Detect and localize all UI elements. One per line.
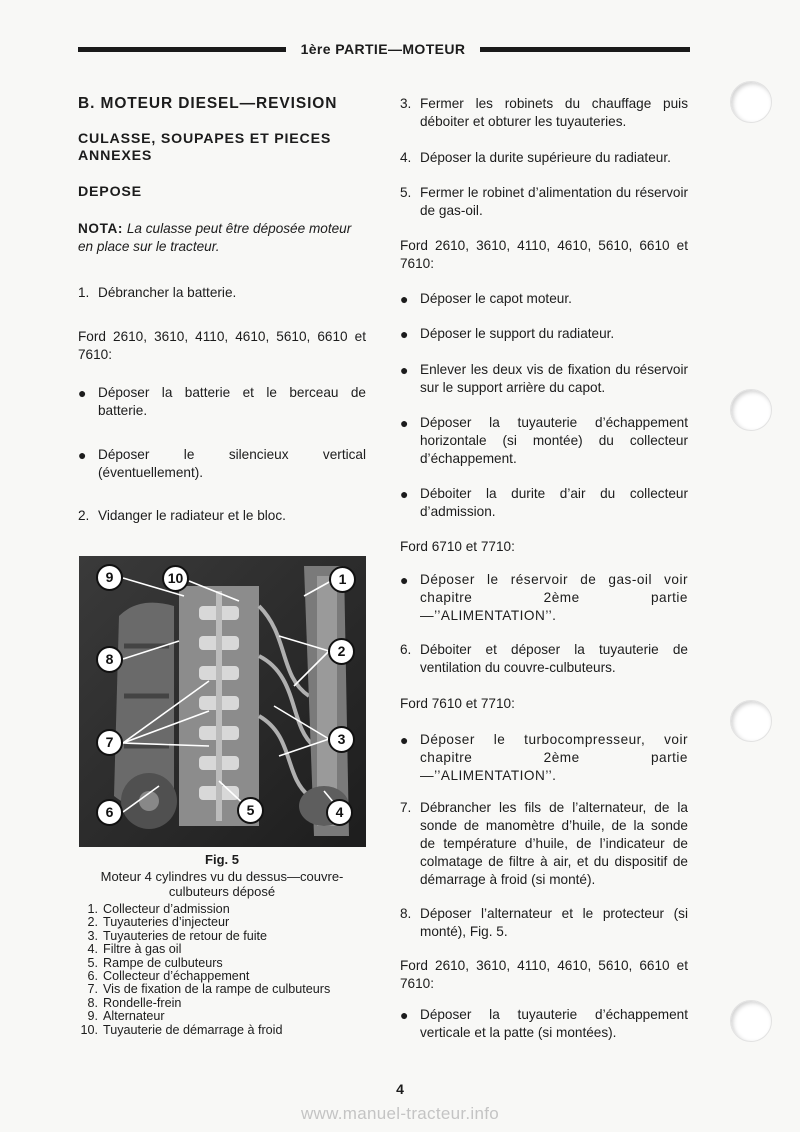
subtitle-line2: ANNEXES — [78, 148, 153, 164]
bullet-text: Déboiter la durite d’air du collecteur d’admission. — [420, 486, 688, 519]
punch-hole — [730, 1000, 772, 1042]
header-title: 1ère PARTIE—MOTEUR — [300, 41, 466, 57]
callout-3: 3 — [328, 726, 355, 753]
step-2 — [78, 507, 366, 525]
models-paragraph: Ford 7610 et 7710: — [400, 696, 515, 711]
bullet-item — [78, 384, 366, 420]
bullet-icon: ● — [400, 732, 409, 748]
callout-8: 8 — [96, 646, 123, 673]
bullet-icon: ● — [400, 486, 409, 502]
legend-text: Alternateur — [103, 1009, 165, 1024]
legend-item — [78, 1024, 366, 1037]
figure-legend — [78, 903, 366, 1037]
bullet-item — [400, 325, 688, 343]
bullet-icon: ● — [400, 326, 409, 342]
legend-text: Tuyauteries de retour de fuite — [103, 928, 268, 943]
step-text: Fermer le robinet d’alimentation du réservoir de gas-oil. — [420, 185, 688, 218]
models-paragraph: Ford 2610, 3610, 4110, 4610, 5610, 6610 et 7610: — [400, 958, 688, 991]
step-text: Fermer les robinets du chauffage puis déboiter et obturer les tuyauteries. — [420, 96, 688, 129]
callout-2: 2 — [328, 638, 355, 665]
punch-hole — [730, 81, 772, 123]
legend-item — [78, 997, 366, 1010]
step-number: 3. — [400, 96, 412, 111]
subtitle-line1: CULASSE, SOUPAPES ET PIECES — [78, 131, 332, 147]
step-1 — [78, 284, 366, 302]
callout-10: 10 — [162, 565, 189, 592]
legend-text: Collecteur d’admission — [103, 902, 230, 916]
callout-6: 6 — [96, 799, 123, 826]
step-7 — [400, 799, 688, 889]
legend-item — [78, 903, 366, 916]
callout-7: 7 — [96, 729, 123, 756]
legend-item — [78, 957, 366, 970]
step-number: 2. — [78, 508, 90, 523]
step-number: 8. — [400, 906, 412, 921]
legend-number: 2. — [87, 915, 98, 930]
legend-text: Tuyauterie de démarrage à froid — [103, 1022, 283, 1037]
models-paragraph: Ford 6710 et 7710: — [400, 539, 515, 554]
bullet-icon: ● — [78, 447, 87, 463]
nota-label: NOTA: — [78, 221, 124, 236]
bullet-text: Déposer le silencieux vertical (éventuellement). — [98, 447, 366, 480]
legend-text: Rampe de culbuteurs — [103, 955, 223, 970]
bullet-icon: ● — [400, 362, 409, 378]
bullet-text: Déposer le réservoir de gas-oil voir chapitre 2ème partie—’’ALIMENTATION’’. — [420, 572, 688, 623]
legend-number: 6. — [87, 969, 98, 984]
callout-5: 5 — [237, 797, 264, 824]
step-text: Débrancher la batterie. — [98, 285, 237, 300]
nota-text: La culasse peut être déposée moteur en place sur le tracteur. — [78, 221, 352, 254]
bullet-text: Déposer la tuyauterie d’échappement horizontale (si montée) du collecteur d’échappement. — [420, 415, 688, 466]
bullet-text: Enlever les deux vis de fixation du réservoir sur le support arrière du capot. — [420, 362, 688, 395]
legend-text: Collecteur d’échappement — [103, 969, 250, 984]
legend-item — [78, 970, 366, 983]
bullet-text: Déposer le support du radiateur. — [420, 326, 615, 341]
step-number: 1. — [78, 285, 90, 300]
page-header — [78, 40, 690, 60]
bullet-icon: ● — [400, 1007, 409, 1023]
step-number: 5. — [400, 185, 412, 200]
bullet-item — [400, 1006, 688, 1042]
step-text: Débrancher les fils de l’alternateur, de la sonde de manomètre d’huile, de la sonde de température d’huile, de l’indicateur de colmatage de filtre à air, et du dispositif de démarrage à froid (si monté). — [420, 800, 688, 887]
watermark-url: www.manuel-tracteur.info — [300, 1104, 500, 1123]
step-number: 7. — [400, 800, 412, 815]
punch-hole — [730, 700, 772, 742]
bullet-icon: ● — [400, 415, 409, 431]
step-text: Déposer l’alternateur et le protecteur (si monté), Fig. 5. — [420, 906, 688, 939]
bullet-icon: ● — [400, 572, 409, 588]
bullet-text: Déposer la batterie et le berceau de batterie. — [98, 385, 366, 418]
legend-number: 3. — [87, 928, 98, 943]
section-title: B. MOTEUR DIESEL—REVISION — [78, 95, 338, 112]
figure-subtitle: Moteur 4 cylindres vu du dessus—couvre-culbuteurs déposé — [100, 869, 344, 899]
legend-number: 5. — [87, 955, 98, 970]
engine-photo-drawing — [79, 556, 366, 847]
legend-text: Filtre à gas oil — [103, 942, 182, 957]
legend-text: Rondelle-frein — [103, 995, 182, 1010]
step-number: 4. — [400, 150, 412, 165]
legend-item — [78, 930, 366, 943]
header-rule-right — [480, 47, 690, 52]
bullet-icon: ● — [78, 385, 87, 401]
engine-photo — [79, 556, 366, 847]
legend-item — [78, 943, 366, 956]
legend-item — [78, 916, 366, 929]
bullet-item — [400, 571, 688, 625]
legend-number: 1. — [87, 902, 98, 916]
legend-number: 4. — [87, 942, 98, 957]
bullet-text: Déposer le turbocompresseur, voir chapitre 2ème partie—’’ALIMENTATION’’. — [420, 732, 688, 783]
legend-number: 9. — [87, 1009, 98, 1024]
bullet-text: Déposer le capot moteur. — [420, 291, 572, 306]
legend-number: 8. — [87, 995, 98, 1010]
nota-paragraph — [78, 220, 366, 256]
step-6 — [400, 641, 688, 677]
legend-item — [78, 1010, 366, 1023]
step-8 — [400, 905, 688, 941]
step-5 — [400, 184, 688, 220]
models-paragraph: Ford 2610, 3610, 4110, 4610, 5610, 6610 et 7610: — [78, 329, 366, 362]
legend-item — [78, 983, 366, 996]
step-3 — [400, 95, 688, 131]
bullet-text: Déposer la tuyauterie d’échappement verticale et la patte (si montées). — [420, 1007, 688, 1040]
step-text: Déboiter et déposer la tuyauterie de ventilation du couvre-culbuteurs. — [420, 642, 688, 675]
models-paragraph: Ford 2610, 3610, 4110, 4610, 5610, 6610 et 7610: — [400, 238, 688, 271]
bullet-item — [78, 446, 366, 482]
bullet-item — [400, 290, 688, 308]
page-number: 4 — [396, 1081, 404, 1097]
bullet-item — [400, 731, 688, 785]
step-4 — [400, 149, 688, 167]
legend-number: 10. — [80, 1022, 98, 1037]
callout-1: 1 — [329, 566, 356, 593]
bullet-item — [400, 361, 688, 397]
punch-hole — [730, 389, 772, 431]
bullet-item — [400, 485, 688, 521]
legend-text: Tuyauteries d’injecteur — [103, 915, 230, 930]
step-text: Vidanger le radiateur et le bloc. — [98, 508, 286, 523]
bullet-icon: ● — [400, 291, 409, 307]
bullet-item — [400, 414, 688, 468]
legend-text: Vis de fixation de la rampe de culbuteurs — [103, 982, 331, 997]
step-number: 6. — [400, 642, 412, 657]
step-text: Déposer la durite supérieure du radiateur. — [420, 150, 671, 165]
callout-4: 4 — [326, 799, 353, 826]
legend-number: 7. — [87, 982, 98, 997]
depose-heading: DEPOSE — [78, 184, 142, 200]
callout-9: 9 — [96, 564, 123, 591]
figure-title: Fig. 5 — [205, 852, 239, 867]
header-rule-left — [78, 47, 286, 52]
